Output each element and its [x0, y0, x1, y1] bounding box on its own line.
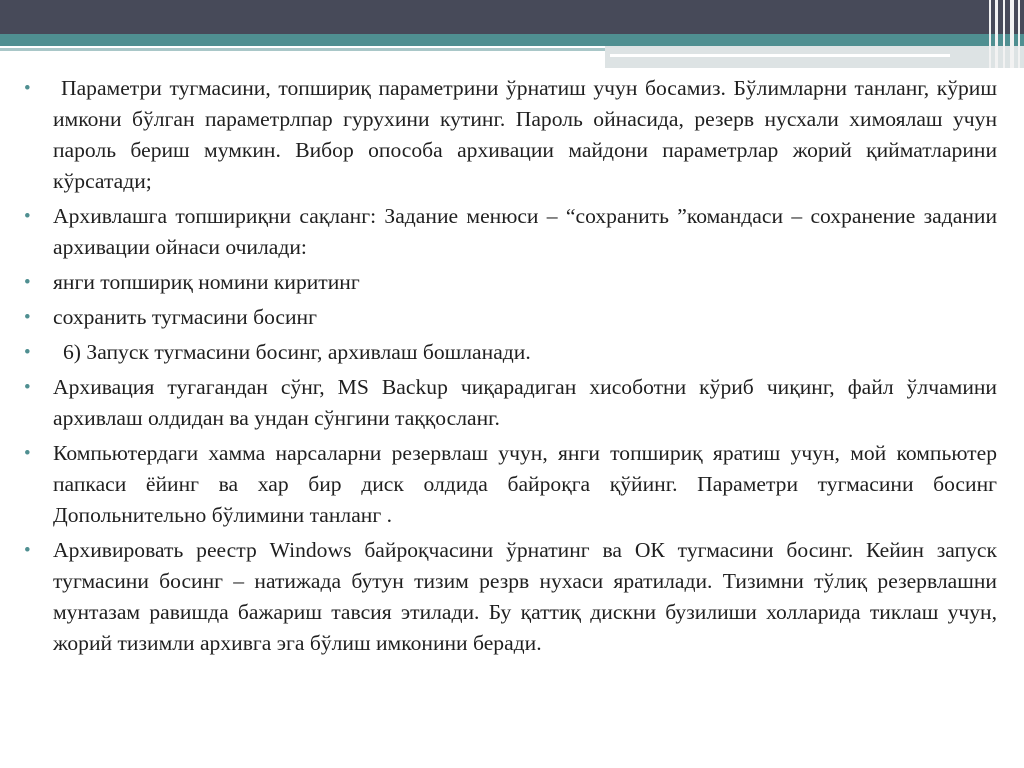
list-item [22, 302, 997, 333]
bullet-dot-icon: • [24, 342, 31, 363]
list-item [22, 372, 997, 434]
bullet-dot-icon: • [24, 272, 31, 293]
list-item-text: янги топшириқ номини киритинг [53, 270, 360, 294]
list-item-text: Компьютердаги хамма нарсаларни резервлаш учун, янги топшириқ яратиш учун, мой компьютер папкаси ёйинг ва хар бир диск олдида байроқга қўйинг. Параметри тугмасини босинг Допольнительно бўлимини танланг . [53, 441, 997, 527]
bullet-dot-icon: • [24, 307, 31, 328]
list-item [22, 438, 997, 531]
list-item [22, 73, 997, 197]
list-item-text: Архивлашга топшириқни сақланг: Задание менюси – “сохранить ”командаси – сохранение задании архивации ойнаси очилади: [53, 204, 997, 259]
header-dark-band [0, 0, 1024, 34]
header-right-strip [605, 46, 1024, 68]
list-item [22, 267, 997, 298]
list-item-text: Архивировать реестр Windows байроқчасини ўрнатинг ва ОК тугмасини босинг. Кейин запуск тугмасини босинг – натижада бутун тизим резрв нухаси яратилади. Тизимни тўлиқ резервлашни мунтазам равишда бажариш тавсия этилади. Бу қаттиқ дискни бузилиши холларида тиклаш учун, жорий тизимли архивга эга бўлиш имконини беради. [53, 538, 997, 655]
bullet-list [22, 73, 997, 663]
list-item-text: сохранить тугмасини босинг [53, 305, 317, 329]
header-teal-band [0, 34, 1024, 46]
list-item [22, 337, 997, 368]
bullet-dot-icon: • [24, 443, 31, 464]
bullet-dot-icon: • [24, 78, 31, 99]
list-item [22, 201, 997, 263]
list-item [22, 535, 997, 659]
header-right-line [610, 54, 950, 57]
bullet-dot-icon: • [24, 206, 31, 227]
list-item-text: 6) Запуск тугмасини босинг, архивлаш бошланади. [63, 340, 531, 364]
header-light-teal-strip [0, 48, 605, 51]
list-item-text: Архивация тугагандан сўнг, MS Backup чиқарадиган хисоботни кўриб чиқинг, файл ўлчамини архивлаш олдидан ва ундан сўнгини таққосланг. [53, 375, 997, 430]
bullet-dot-icon: • [24, 540, 31, 561]
list-item-text: Параметри тугмасини, топшириқ параметрини ўрнатиш учун босамиз. Бўлимларни танланг, кўриш имкони бўлган параметрлпар гурухини кутинг. Пароль ойнасида, резерв нусхали химоялаш учун пароль бериш мумкин. Вибор опособа архивации майдони параметрлар жорий қийматларини кўрсатади; [53, 76, 997, 193]
header-decorative-lines [985, 0, 1024, 68]
bullet-dot-icon: • [24, 377, 31, 398]
